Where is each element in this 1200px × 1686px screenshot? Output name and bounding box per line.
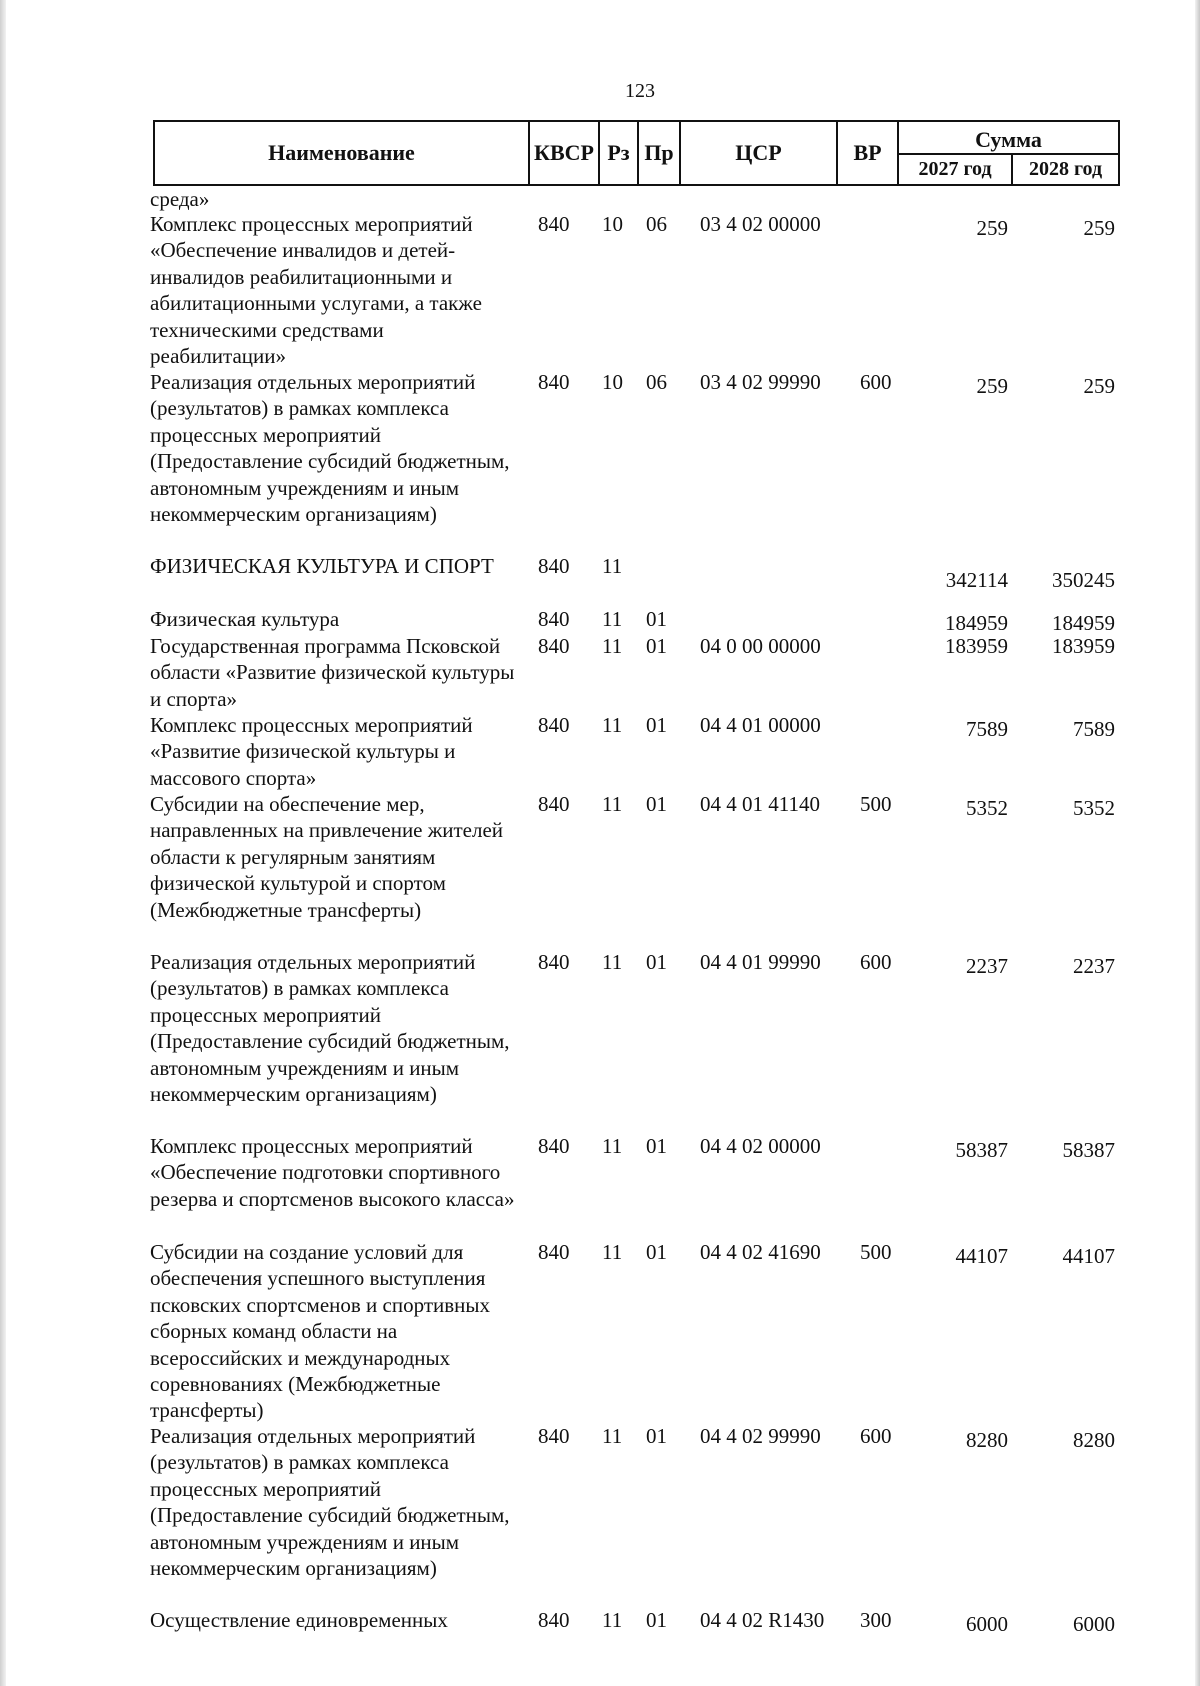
row-kvsr: 840 bbox=[538, 370, 570, 394]
table-header bbox=[153, 120, 1120, 186]
row-kvsr: 840 bbox=[538, 1134, 570, 1158]
table-body bbox=[0, 186, 1200, 1637]
row-kvsr: 840 bbox=[538, 1424, 570, 1448]
row-pr: 06 bbox=[646, 370, 667, 394]
row-rz: 11 bbox=[602, 1240, 623, 1264]
row-sum-2028: 350245 bbox=[1052, 568, 1115, 592]
table-row bbox=[0, 1423, 1200, 1607]
row-rz: 11 bbox=[602, 1424, 623, 1448]
row-rz: 11 bbox=[602, 713, 623, 737]
row-sum-2028: 6000 bbox=[1073, 1612, 1115, 1636]
row-sum-2028: 5352 bbox=[1073, 796, 1115, 820]
row-pr: 06 bbox=[646, 212, 667, 236]
row-rz: 10 bbox=[602, 212, 623, 236]
table-row bbox=[0, 553, 1200, 606]
header-name: Наименование bbox=[268, 140, 415, 165]
row-csr: 03 4 02 99990 bbox=[700, 370, 821, 394]
row-csr: 04 4 02 41690 bbox=[700, 1240, 821, 1264]
row-csr: 04 4 01 00000 bbox=[700, 713, 821, 737]
row-csr: 04 4 02 R1430 bbox=[700, 1608, 825, 1632]
row-sum-2027: 183959 bbox=[945, 634, 1008, 658]
table-row bbox=[0, 1133, 1200, 1239]
row-rz: 11 bbox=[602, 792, 623, 816]
row-kvsr: 840 bbox=[538, 554, 570, 578]
row-sum-2027: 44107 bbox=[955, 1244, 1008, 1268]
row-name: Комплекс процессных мероприятий «Обеспечение подготовки спортивного резерва и спортсменов высокого класса» bbox=[150, 1134, 515, 1211]
row-sum-2027: 6000 bbox=[966, 1612, 1008, 1636]
row-csr: 04 4 02 00000 bbox=[700, 1134, 821, 1158]
row-sum-2027: 259 bbox=[976, 374, 1008, 398]
row-pr: 01 bbox=[646, 634, 667, 658]
table-row bbox=[0, 606, 1200, 633]
row-pr: 01 bbox=[646, 1134, 667, 1158]
row-sum-2028: 8280 bbox=[1073, 1428, 1115, 1452]
table-row bbox=[0, 791, 1200, 949]
row-csr: 04 0 00 00000 bbox=[700, 634, 821, 658]
row-name: среда» bbox=[150, 187, 210, 211]
row-rz: 11 bbox=[602, 634, 623, 658]
row-sum-2028: 58387 bbox=[1062, 1138, 1115, 1162]
row-vr: 300 bbox=[860, 1608, 892, 1632]
row-sum-2027: 58387 bbox=[955, 1138, 1008, 1162]
row-sum-2027: 7589 bbox=[966, 717, 1008, 741]
row-csr: 04 4 01 41140 bbox=[700, 792, 820, 816]
row-sum-2027: 184959 bbox=[945, 611, 1008, 635]
row-vr: 600 bbox=[860, 950, 892, 974]
row-vr: 500 bbox=[860, 1240, 892, 1264]
row-pr: 01 bbox=[646, 607, 667, 631]
header-2027: 2027 год bbox=[897, 153, 1011, 184]
row-kvsr: 840 bbox=[538, 713, 570, 737]
row-kvsr: 840 bbox=[538, 634, 570, 658]
row-name: Субсидии на обеспечение мер, направленных на привлечение жителей области к регулярным занятиям физической культурой и спортом (Межбюджетные трансферты) bbox=[150, 792, 504, 922]
row-vr: 600 bbox=[860, 370, 892, 394]
table-row bbox=[0, 1239, 1200, 1423]
row-name: Комплекс процессных мероприятий «Развитие физической культуры и массового спорта» bbox=[150, 713, 473, 790]
row-sum-2027: 259 bbox=[976, 216, 1008, 240]
table-row bbox=[0, 186, 1200, 211]
header-csr: ЦСР bbox=[679, 122, 836, 184]
row-kvsr: 840 bbox=[538, 1608, 570, 1632]
row-rz: 11 bbox=[602, 950, 623, 974]
table-row bbox=[0, 1607, 1200, 1637]
table-row bbox=[0, 712, 1200, 791]
header-sum: Сумма bbox=[897, 122, 1118, 153]
row-pr: 01 bbox=[646, 950, 667, 974]
row-csr: 04 4 02 99990 bbox=[700, 1424, 821, 1448]
row-sum-2028: 44107 bbox=[1062, 1244, 1115, 1268]
row-kvsr: 840 bbox=[538, 1240, 570, 1264]
row-vr: 500 bbox=[860, 792, 892, 816]
row-name: ФИЗИЧЕСКАЯ КУЛЬТУРА И СПОРТ bbox=[150, 554, 494, 578]
row-rz: 11 bbox=[602, 554, 623, 578]
row-pr: 01 bbox=[646, 1424, 667, 1448]
row-sum-2028: 184959 bbox=[1052, 611, 1115, 635]
row-rz: 11 bbox=[602, 607, 623, 631]
row-rz: 11 bbox=[602, 1608, 623, 1632]
row-sum-2028: 259 bbox=[1083, 374, 1115, 398]
table-row bbox=[0, 211, 1200, 369]
row-rz: 11 bbox=[602, 1134, 623, 1158]
table-row bbox=[0, 949, 1200, 1133]
row-name: Физическая культура bbox=[150, 607, 340, 631]
row-sum-2028: 2237 bbox=[1073, 954, 1115, 978]
row-vr: 600 bbox=[860, 1424, 892, 1448]
row-sum-2028: 183959 bbox=[1052, 634, 1115, 658]
row-csr: 04 4 01 99990 bbox=[700, 950, 821, 974]
row-name: Осуществление единовременных bbox=[150, 1608, 448, 1632]
row-sum-2028: 7589 bbox=[1073, 717, 1115, 741]
row-name: Реализация отдельных мероприятий (результатов) в рамках комплекса процессных мероприятий (Предоставление субсидий бюджетным, автономным учреждениям и иным некоммерческим организациям) bbox=[150, 370, 510, 527]
row-sum-2027: 2237 bbox=[966, 954, 1008, 978]
row-name: Субсидии на создание условий для обеспечения успешного выступления псковских спортсменов и спортивных сборных команд области на всероссийских и международных соревнованиях (Межбюджетные трансферты) bbox=[150, 1240, 490, 1423]
header-kvsr: КВСР bbox=[528, 122, 598, 184]
header-2028: 2028 год bbox=[1011, 153, 1118, 184]
row-kvsr: 840 bbox=[538, 607, 570, 631]
row-sum-2027: 8280 bbox=[966, 1428, 1008, 1452]
row-name: Государственная программа Псковской области «Развитие физической культуры и спорта» bbox=[150, 634, 515, 711]
row-name: Реализация отдельных мероприятий (результатов) в рамках комплекса процессных мероприятий (Предоставление субсидий бюджетным, автономным учреждениям и иным некоммерческим организациям) bbox=[150, 1424, 510, 1581]
table-row bbox=[0, 369, 1200, 553]
row-name: Реализация отдельных мероприятий (результатов) в рамках комплекса процессных мероприятий (Предоставление субсидий бюджетным, автономным учреждениям и иным некоммерческим организациям) bbox=[150, 950, 510, 1107]
row-kvsr: 840 bbox=[538, 212, 570, 236]
header-rz: Рз bbox=[598, 122, 637, 184]
row-csr: 03 4 02 00000 bbox=[700, 212, 821, 236]
page-number: 123 bbox=[625, 80, 655, 102]
row-rz: 10 bbox=[602, 370, 623, 394]
table-row bbox=[0, 633, 1200, 712]
row-sum-2027: 5352 bbox=[966, 796, 1008, 820]
row-sum-2027: 342114 bbox=[945, 568, 1008, 592]
row-pr: 01 bbox=[646, 792, 667, 816]
row-pr: 01 bbox=[646, 713, 667, 737]
header-pr: Пр bbox=[637, 122, 679, 184]
row-kvsr: 840 bbox=[538, 792, 570, 816]
row-sum-2028: 259 bbox=[1083, 216, 1115, 240]
row-name: Комплекс процессных мероприятий «Обеспечение инвалидов и детей-инвалидов реабилитационными и абилитационными услугами, а также техническими средствами реабилитации» bbox=[150, 212, 482, 369]
header-vr: ВР bbox=[836, 122, 897, 184]
row-pr: 01 bbox=[646, 1240, 667, 1264]
row-kvsr: 840 bbox=[538, 950, 570, 974]
row-pr: 01 bbox=[646, 1608, 667, 1632]
